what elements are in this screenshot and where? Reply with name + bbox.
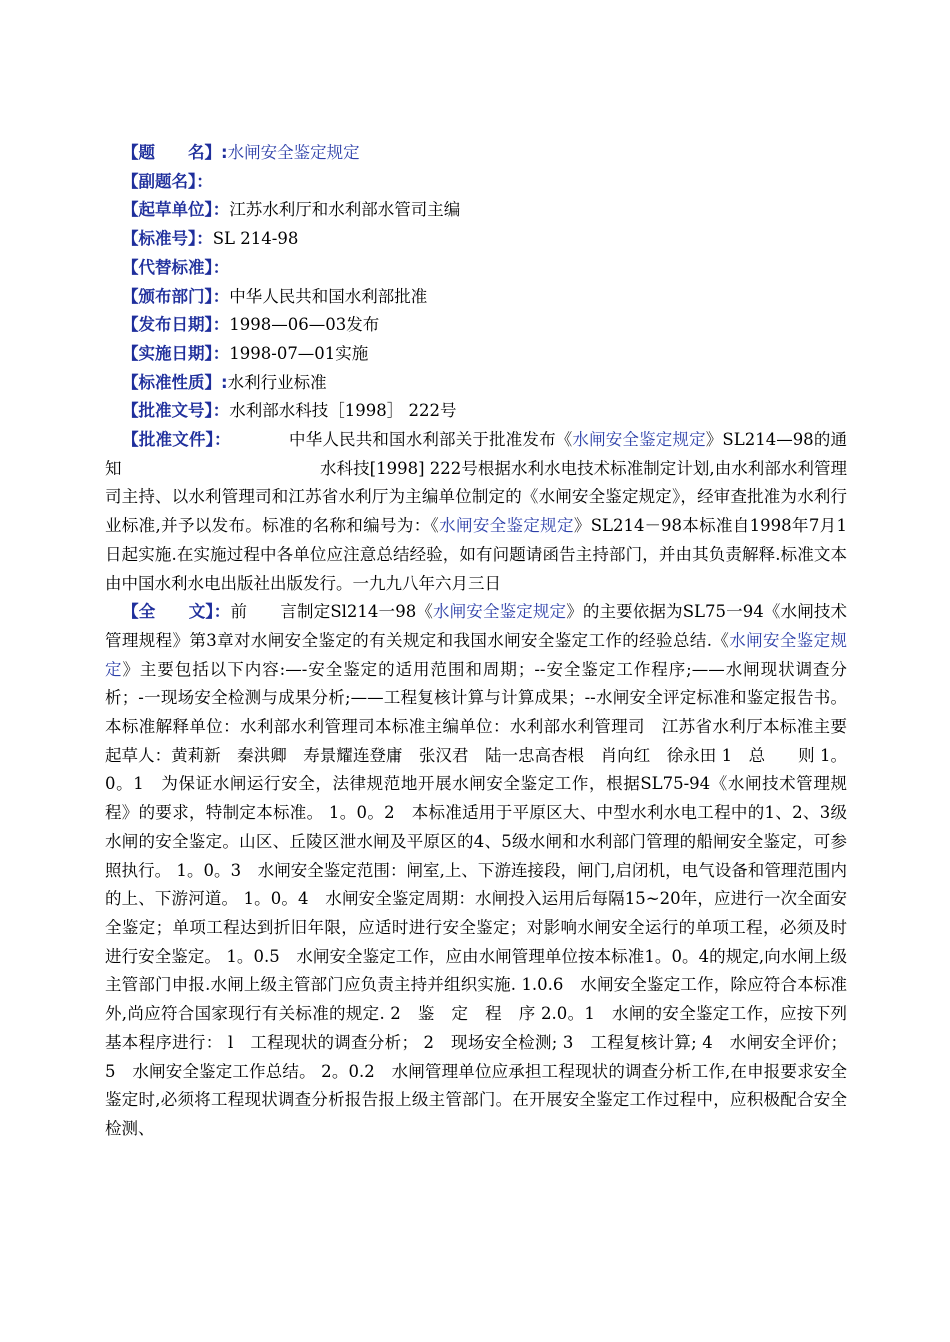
field-label: 【标准号】 (122, 229, 197, 249)
approval-text-1: 中华人民共和国水利部关于批准发布《 (222, 430, 573, 450)
field-value: 1998-07—01实施 (229, 343, 369, 363)
fulltext-text-3: 》主要包括以下内容:—-安全鉴定的适用范围和周期；--安全鉴定工作程序;——水闸现状调查分析；-一现场安全检测与成果分析;——工程复核计算与计算成果；--水闸安全评定标准和鉴定报告书。本标准解释单位：水利部水利管理司本标准主编单位：水利部水利管理司 江苏省水利厅本标准主要起草人：黄莉新 秦洪卿 寿景耀连登庸 张汉君 陆一忠高杏根 肖向红 徐永田 1 总 则 1。0。1 为保证水闸运行安全，法律规范地开展水闸安全鉴定工作，根据SL75-94《水闸技术管理规程》的要求，特制定本标准。 1。0。2 本标准适用于平原区大、中型水利水电工程中的1、2、3级水闸的安全鉴定。山区、丘陵区泄水闸及平原区的4、5级水闸和水利部门管理的船闸安全鉴定，可参照执行。 1。0。3 水闸安全鉴定范围：闸室,上、下游连接段，闸门,启闭机，电气设备和管理范围内的上、下游河道。 1。0。4 水闸安全鉴定周期：水闸投入运用后每隔15~20年，应进行一次全面安全鉴定；单项工程达到折旧年限，应适时进行安全鉴定；对影响水闸安全运行的单项工程，必须及时进行安全鉴定。 1。0.5 水闸安全鉴定工作，应由水闸管理单位按本标准1。0。4的规定,向水闸上级主管部门申报.水闸上级主管部门应负责主持并组织实施. 1.0.6 水闸安全鉴定工作，除应符合本标准外,尚应符合国家现行有关标准的规定. 2 鉴 定 程 序 2.0。1 水闸的安全鉴定工作，应按下列基本程序进行： l 工程现状的调查分析； 2 现场安全检测; 3 工程复核计算; 4 水闸安全评价； 5 水闸安全鉴定工作总结。 2。0.2 水闸管理单位应承担工程现状的调查分析工作,在申报要求安全鉴定时,必须将工程现状调查分析报告报上级主管部门。在开展安全鉴定工作过程中，应积极配合安全检测、 (105, 659, 848, 1138)
approval-text-2: 》SL214—98的通知 水科技[1998] 222号根据水利水电技术标准制定计划,由水利部水利管理司主持、以水利管理司和江苏省水利厅为主编单位制定的《水闸安全鉴定规定》，经审查批准为水利行业标准,并予以发布。标准的名称和编号为：《 (105, 430, 848, 536)
field-label: 【颁布部门】 (122, 286, 213, 306)
field-replaced-standard (105, 254, 847, 283)
field-separator: ： (196, 229, 213, 249)
approval-title-link-2[interactable]: 水闸安全鉴定规定 (439, 516, 574, 536)
field-separator: : (221, 372, 228, 392)
field-value: SL 214-98 (212, 229, 299, 249)
field-value: 江苏水利厅和水利部水管司主编 (229, 200, 461, 220)
field-label: 【发布日期】 (122, 315, 213, 335)
fulltext-title-link-2[interactable]: 水闸安全鉴定规定 (105, 630, 848, 679)
approval-text-3: 》SL214－98本标准自1998年7月1日起实施.在实施过程中各单位应注意总结经验，如有问题请函告主持部门，并由其负责解释.标准文本由中国水利水电出版社出版发行。一九九八年六月三日 (105, 516, 847, 593)
field-label: 【题 名】 (122, 143, 221, 162)
document-body (105, 139, 847, 1144)
fulltext-separator: ： (213, 602, 231, 622)
field-value: 1998—06—03发布 (229, 315, 380, 335)
field-effective-date (105, 340, 847, 369)
field-standard-number (105, 225, 847, 254)
approval-title-link-1[interactable]: 水闸安全鉴定规定 (572, 430, 706, 450)
field-standard-nature (105, 369, 847, 398)
field-separator: ： (212, 200, 230, 220)
field-release-date (105, 311, 847, 340)
fulltext-title-link-1[interactable]: 水闸安全鉴定规定 (433, 602, 567, 622)
field-drafting-unit (105, 196, 847, 225)
field-label: 【起草单位】 (122, 200, 213, 220)
field-label: 【代替标准】 (122, 257, 213, 277)
field-label: 【批准文号】 (122, 401, 213, 421)
fulltext-label: 【全 文】 (122, 602, 214, 622)
field-label: 【副题名】 (122, 171, 197, 191)
field-separator: ： (196, 171, 213, 191)
field-subtitle (105, 168, 847, 197)
field-separator: ： (212, 343, 230, 363)
approval-separator: ： (213, 430, 223, 450)
field-title (105, 139, 847, 168)
field-separator: ： (212, 257, 230, 277)
approval-label: 【批准文件】 (122, 430, 214, 450)
field-separator: ： (212, 315, 230, 335)
field-label: 【标准性质】 (122, 372, 221, 392)
fulltext-text-2: 》的主要依据为SL75一94《水闸技术管理规程》第3章对水闸安全鉴定的有关规定和我国水闸安全鉴定工作的经验总结.《 (105, 602, 848, 650)
fulltext-text-1: 前 言制定Sl214一98《 (230, 602, 433, 622)
field-value: 水利行业标准 (227, 372, 327, 392)
approval-document-paragraph (105, 426, 847, 598)
fulltext-paragraph (105, 598, 847, 1143)
field-value: 水利部水科技［1998］ 222号 (229, 401, 457, 421)
field-value: 中华人民共和国水利部批准 (229, 286, 428, 306)
field-approval-number (105, 397, 847, 426)
title-link[interactable]: 水闸安全鉴定规定 (227, 143, 360, 162)
field-issuing-department (105, 283, 847, 312)
field-separator: ： (212, 401, 230, 421)
field-separator: ： (212, 286, 230, 306)
field-separator: : (221, 143, 228, 162)
field-label: 【实施日期】 (122, 343, 213, 363)
